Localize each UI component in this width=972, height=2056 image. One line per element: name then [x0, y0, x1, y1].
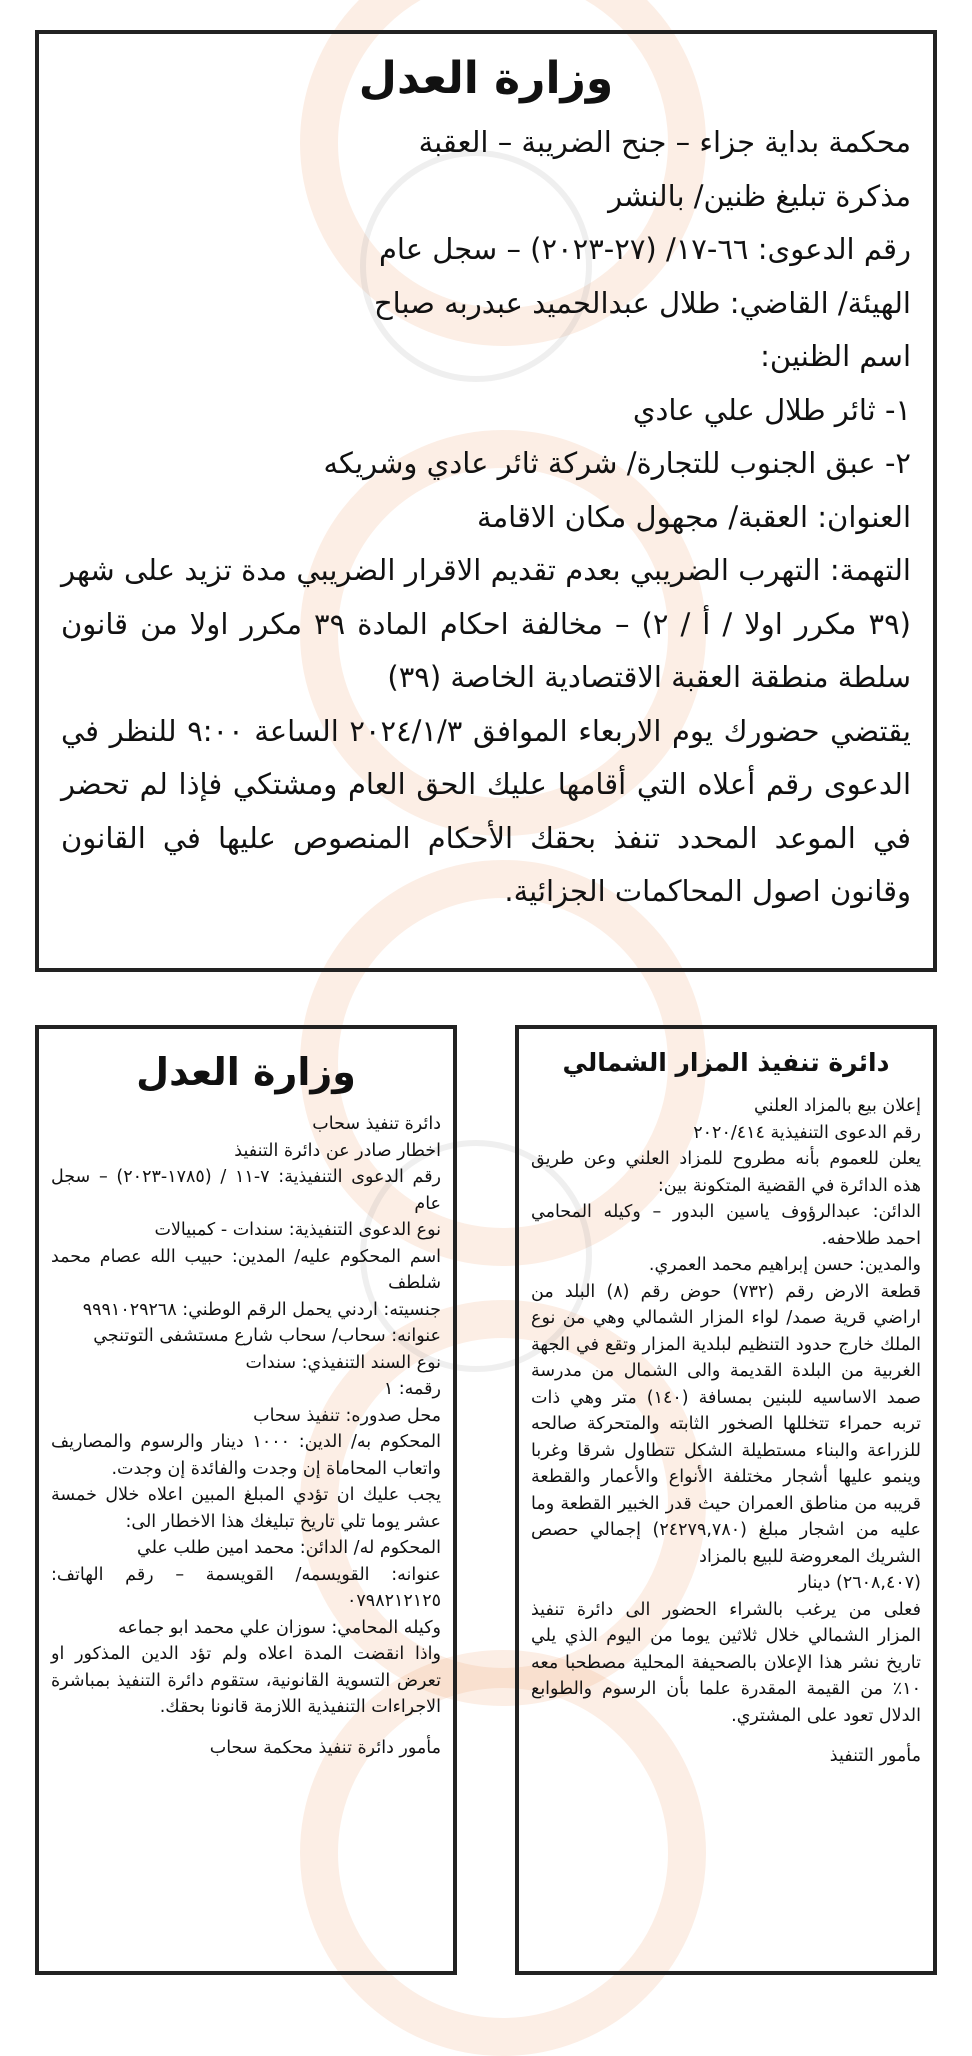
- auction-notice-mazar: [515, 1025, 937, 1975]
- notice-line: رقم الدعوى: ٦٦-١٧/ (٢٧-٢٠٢٣) – سجل عام: [378, 232, 911, 266]
- notice-line: وكيله المحامي: سوزان علي محمد ابو جماعه: [118, 1617, 441, 1638]
- notice-line: قطعة الارض رقم (٧٣٢) حوض رقم (٨) البلد من اراضي قرية صمد/ لواء المزار الشمالي وهي من نوع الملك خارج حدود التنظيم لبلدية المزار وتقع في الجهة الغربية من البلدة القديمة والى الشمال من مدرسة صمد الاساسيه للبنين بمسافة (١٤٠) متر وهي ذات تربه حمراء تتخللها الصخور الثابته والمتحركة صالحه للزراعة والبناء مستطيلة الشكل تتطاول شرقا وغربا وينمو عليها أشجار مختلفة الأنواع والأعمار والقطعة قريبه من مناطق العمران حيث قدر الخبير القطعة وما عليه من اشجار مبلغ (٢٤٢٧٩,٧٨٠) إجمالي حصص الشريك المعروضة للبيع بالمزاد: [531, 1281, 921, 1567]
- notice-line: جنسيته: اردني يحمل الرقم الوطني: ٩٩٩١٠٢٩٢٦٨: [82, 1299, 441, 1320]
- notice-line: دائرة تنفيذ سحاب: [312, 1114, 441, 1134]
- notice-signature: مأمور دائرة تنفيذ محكمة سحاب: [209, 1737, 441, 1758]
- notice-line: رقمه: ١: [383, 1379, 441, 1399]
- notice-line: رقم الدعوى التنفيذية ٢٠٢٠/٤١٤: [693, 1122, 921, 1143]
- notice-line: عنوانه: القويسمه/ القويسمة – رقم الهاتف: ٠٧٩٨٢١٢١٢٥: [51, 1564, 441, 1611]
- notice-line: المحكوم به/ الدين: ١٠٠٠ دينار والرسوم والمصاريف واتعاب المحاماة إن وجدت والفائدة إن وجدت.: [51, 1432, 441, 1479]
- notice-line: فعلى من يرغب بالشراء الحضور الى دائرة تنفيذ المزار الشمالي خلال ثلاثين يوما من اليوم الذي يلي تاريخ نشر هذا الإعلان بالصحيفة المحلية مصطحبا معه ١٠٪ من القيمة المقدرة علما بأن الرسوم والطوابع الدلال تعود على المشتري.: [531, 1599, 921, 1726]
- notice-line: اسم الظنين:: [760, 339, 911, 373]
- notice-line: محكمة بداية جزاء – جنح الضريبة – العقبة: [418, 125, 911, 159]
- notice-line: عنوانه: سحاب/ سحاب شارع مستشفى التوتنجي: [93, 1326, 441, 1346]
- notice-title: وزارة العدل: [358, 53, 614, 104]
- notice-line: اخطار صادر عن دائرة التنفيذ: [234, 1140, 441, 1161]
- notice-line: الدائن: عبدالرؤوف ياسين البدور – وكيله المحامي احمد طلاحفه.: [531, 1202, 921, 1249]
- notice-line: يجب عليك ان تؤدي المبلغ المبين اعلاه خلال خمسة عشر يوما تلي تاريخ تبليغك هذا الاخطار الى:: [51, 1485, 441, 1532]
- notice-line: ٢- عبق الجنوب للتجارة/ شركة ثائر عادي وشريكه: [323, 446, 911, 480]
- notice-line: واذا انقضت المدة اعلاه ولم تؤد الدين المذكور او تعرض التسوية القانونية، ستقوم دائرة التنفيذ بمباشرة الاجراءات التنفيذية اللازمة قانونا بحقك.: [51, 1644, 441, 1717]
- notice-summons: يقتضي حضورك يوم الاربعاء الموافق ٢٠٢٤/١/٣ الساعة ٩:٠٠ للنظر في الدعوى رقم أعلاه التي أقامها عليك الحق العام ومشتكي فإذا لم تحضر في الموعد المحدد تنفذ بحقك الأحكام المنصوص عليها في القانون وقانون اصول المحاكمات الجزائية.: [61, 713, 911, 908]
- notice-line: نوع الدعوى التنفيذية: سندات - كمبيالات: [154, 1220, 441, 1240]
- court-summons-notice: [35, 30, 937, 972]
- notice-title: وزارة العدل: [136, 1050, 356, 1094]
- notice-line: الهيئة/ القاضي: طلال عبدالحميد عبدربه صباح: [373, 285, 911, 320]
- notice-charge: التهمة: التهرب الضريبي بعدم تقديم الاقرار الضريبي مدة تزيد على شهر (٣٩ مكرر اولا / أ / ٢) – مخالفة احكام المادة ٣٩ مكرر اولا من قانون سلطة منطقة العقبة الاقتصادية الخاصة (٣٩): [61, 553, 911, 694]
- execution-notice-sahab: [35, 1025, 457, 1975]
- notice-line: المحكوم له/ الدائن: محمد امين طلب علي: [136, 1538, 441, 1558]
- notice-line: يعلن للعموم بأنه مطروح للمزاد العلني وعن طريق هذه الدائرة في القضية المتكونة بين:: [531, 1149, 921, 1196]
- notice-line: والمدين: حسن إبراهيم محمد العمري.: [648, 1255, 921, 1275]
- notice-line: (٢٦٠٨,٤٠٧) دينار: [798, 1573, 921, 1593]
- notice-line: العنوان: العقبة/ مجهول مكان الاقامة: [477, 499, 911, 534]
- notice-line: نوع السند التنفيذي: سندات: [245, 1352, 441, 1373]
- notice-signature: مأمور التنفيذ: [829, 1746, 921, 1766]
- notice-line: محل صدوره: تنفيذ سحاب: [253, 1405, 441, 1426]
- notice-line: اسم المحكوم عليه/ المدين: حبيب الله عصام محمد شلطف: [51, 1246, 441, 1293]
- notice-line: إعلان بيع بالمزاد العلني: [753, 1096, 921, 1116]
- notice-line: مذكرة تبليغ ظنين/ بالنشر: [608, 178, 911, 213]
- notice-line: ١- ثائر طلال علي عادي: [632, 392, 911, 427]
- notice-line: رقم الدعوى التنفيذية: ٧-١١ / (١٧٨٥-٢٠٢٣) – سجل عام: [51, 1167, 442, 1214]
- notice-title: دائرة تنفيذ المزار الشمالي: [562, 1048, 890, 1077]
